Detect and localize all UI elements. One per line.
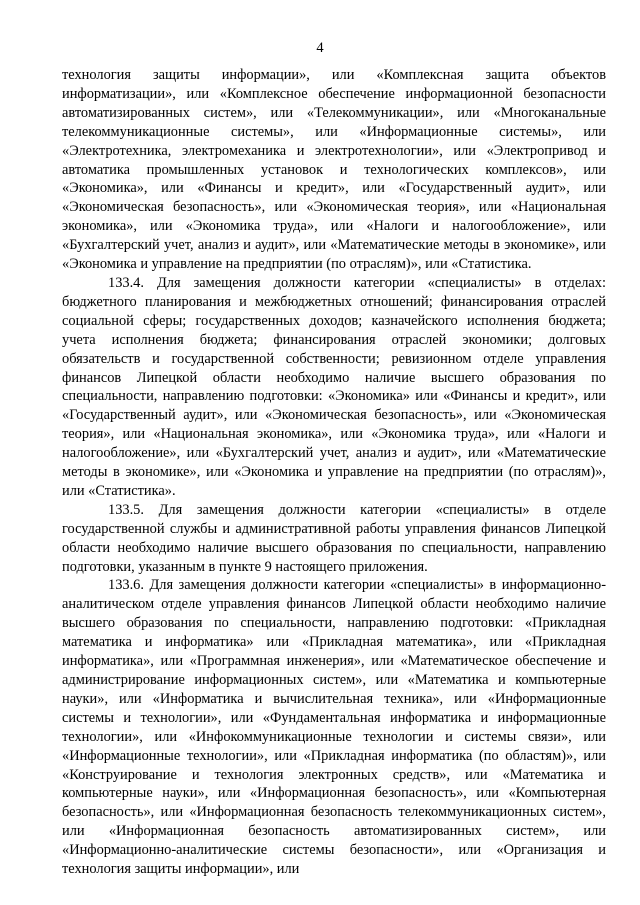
paragraph-133-6: 133.6. Для замещения должности категории «специалисты» в информационно-аналитическом отделе управления финансов Липецкой области необходимо наличие высшего образования по специальности, направлению подготовки: «Прикладная математика и информатика» или «Прикладная математика», или «Прикладная информатика», или «Программная инженерия», или «Математическое обеспечение и администрирование информационных систем», или «Математика и компьютерные науки», или «Информатика и вычислительная техника», или «Информационные системы и технологии», или «Фундаментальная информатика и информационные технологии», или «Инфокоммуникационные технологии и системы связи», или «Информационные технологии», или «Прикладная информатика (по областям)», или «Конструирование и технология электронных средств», или «Математика и компьютерные науки», или «Информационная безопасность», или «Компьютерная безопасность», или «Информационная безопасность телекоммуникационных систем», или «Информационная безопасность автоматизированных систем», или «Информационно-аналитические системы безопасности», или «Организация и технология защиты информации», или (62, 577, 606, 878)
page-number: 4 (316, 40, 324, 56)
paragraph-133-5: 133.5. Для замещения должности категории «специалисты» в отделе государственной службы и административной работы управления финансов Липецкой области необходимо наличие высшего образования по специальности, направлению подготовки, указанным в пункте 9 настоящего приложения. (62, 501, 606, 575)
paragraph-133-4: 133.4. Для замещения должности категории «специалисты» в отделах: бюджетного планирования и межбюджетных отношений; финансирования отраслей социальной сферы; государственных доходов; казначейского исполнения бюджета; учета исполнения бюджета; финансирования отраслей экономики; долговых обязательств и государственной собственности; ревизионном отделе управления финансов Липецкой области необходимо наличие высшего образования по специальности, направлению подготовки: «Экономика» или «Финансы и кредит», или «Государственный аудит», или «Экономическая безопасность», или «Экономическая теория», или «Национальная экономика», или «Экономика труда», или «Налоги и налогообложение», или «Бухгалтерский учет, анализ и аудит», или «Математические методы в экономике», или «Экономика и управление на предприятии (по отраслям)», или «Статистика». (62, 274, 606, 499)
paragraph-continuation: технология защиты информации», или «Комплексная защита объектов информатизации», или «Комплексное обеспечение информационной безопасности автоматизированных систем», или «Телекоммуникации», или «Многоканальные телекоммуникационные системы», или «Информационные системы», или «Электротехника, электромеханика и электротехнологии», или «Электропривод и автоматика промышленных установок и технологических комплексов», или «Экономика», или «Финансы и кредит», или «Государственный аудит», или «Экономическая безопасность», или «Экономическая теория», или «Национальная экономика», или «Экономика труда», или «Налоги и налогообложение», или «Бухгалтерский учет, анализ и аудит», или «Математические методы в экономике», или «Экономика и управление на предприятии (по отраслям)», или «Статистика. (62, 67, 606, 273)
document-body (62, 66, 606, 879)
